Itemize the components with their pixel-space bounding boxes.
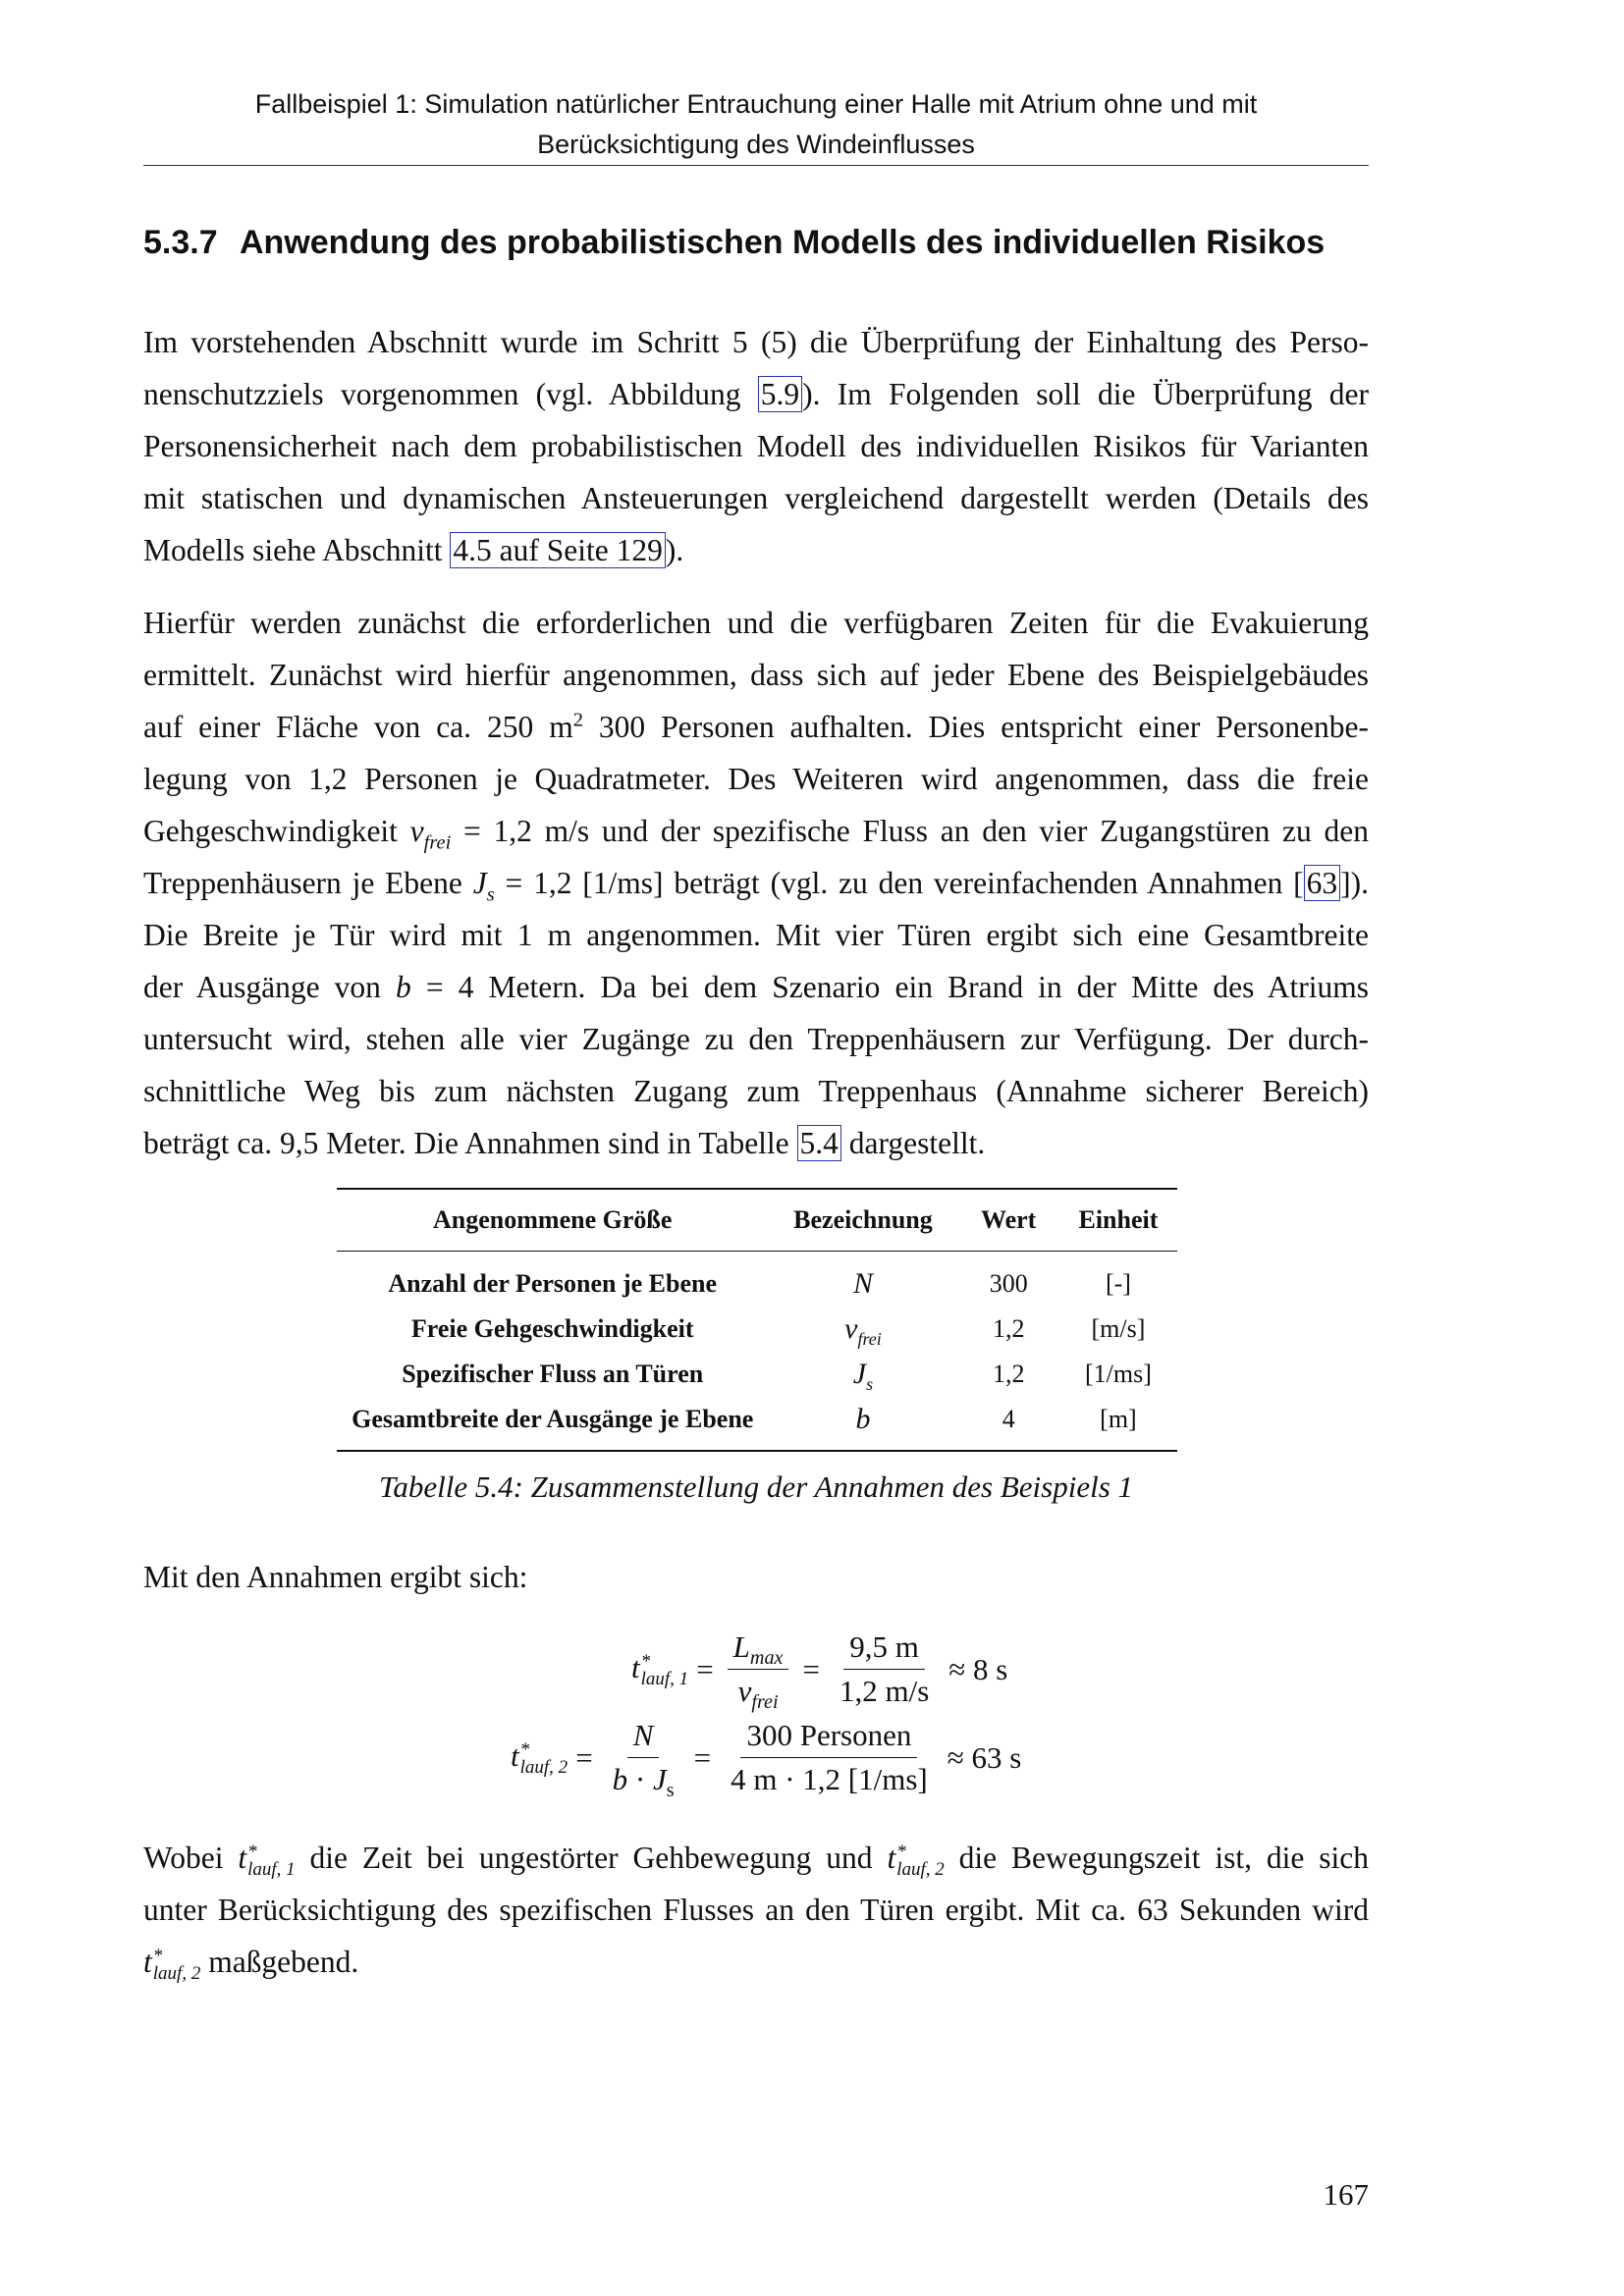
- table-caption: Tabelle 5.4: Zusammenstellung der Annahmen des Beispiels 1: [378, 1469, 1134, 1504]
- table-header-cell: Wert: [957, 1189, 1058, 1252]
- table-cell-value: 4: [957, 1397, 1058, 1451]
- paragraph-line: untersucht wird, stehen alle vier Zugänge zu den Treppenhäusern zur Verfügung. Der durch-: [143, 1022, 1369, 1056]
- fraction-denominator: [732, 1670, 785, 1714]
- math-subscript: lauf, 1: [640, 1668, 689, 1689]
- math-variable: b: [612, 1762, 628, 1796]
- math-subscript: lauf, 2: [896, 1858, 945, 1880]
- page-number: 167: [1323, 2177, 1369, 2212]
- paragraph-line: [143, 1832, 1369, 1884]
- assumptions-table: [337, 1188, 1177, 1452]
- text-run: 300 Personen aufhalten. Dies entspricht einer Personenbe-: [582, 710, 1370, 744]
- text-run: der Ausgänge von: [143, 970, 396, 1004]
- equation-lhs: [511, 1738, 568, 1777]
- math-variable: t: [511, 1738, 519, 1774]
- text-run: = 1,2 [1/ms] beträgt (vgl. zu den vereinfachenden Annahmen [: [494, 866, 1304, 900]
- table-cell-label: Freie Gehgeschwindigkeit: [410, 1314, 694, 1343]
- math-superscript: *: [152, 1945, 163, 1966]
- inline-math: [238, 1841, 296, 1880]
- math-variable: b: [855, 1403, 871, 1435]
- paragraph-line: [143, 1936, 1369, 1988]
- text-run: auf einer Fläche von ca. 250 m: [143, 710, 573, 744]
- paragraph-line: [143, 805, 1369, 857]
- math-subscript: lauf, 2: [152, 1962, 201, 1984]
- running-header-line-1: Fallbeispiel 1: Simulation natürlicher Entrauchung einer Halle mit Atrium ohne und mit: [254, 89, 1258, 119]
- paragraph-line: mit statischen und dynamischen Ansteuerungen vergleichend dargestellt werden (Details des: [143, 481, 1369, 515]
- paragraph-line: legung von 1,2 Personen je Quadratmeter. Des Weiteren wird angenommen, dass die freie: [143, 762, 1369, 796]
- paragraph-line: [143, 1117, 1369, 1169]
- table-row: [337, 1307, 1177, 1352]
- table-cell-symbol: [768, 1397, 957, 1451]
- fraction-numerator: 9,5 m: [843, 1628, 925, 1670]
- math-variable: v: [844, 1312, 858, 1345]
- math-variable: v: [409, 814, 424, 848]
- table-cell-label: Anzahl der Personen je Ebene: [388, 1269, 718, 1298]
- table-row: [337, 1352, 1177, 1397]
- math-subscript: s: [866, 1374, 874, 1394]
- table-cell-unit: [1/ms]: [1085, 1360, 1152, 1388]
- math-variable: t: [887, 1841, 896, 1875]
- text-run: Modells siehe Abschnitt: [143, 533, 451, 567]
- section-number: 5.3.7: [143, 224, 218, 261]
- equation-lhs: [631, 1650, 688, 1688]
- figure-link[interactable]: 5.9: [758, 376, 802, 412]
- header-rule: [143, 165, 1369, 166]
- text-run: ]).: [1340, 866, 1370, 900]
- equation-1: [631, 1628, 1015, 1714]
- paragraph-line: Im vorstehenden Abschnitt wurde im Schritt 5 (5) die Überprüfung der Einhaltung des Perso-: [143, 325, 1369, 359]
- math-subscript: frei: [857, 1329, 882, 1349]
- paragraph-3: [143, 1832, 1369, 1988]
- text-run: beträgt ca. 9,5 Meter. Die Annahmen sind in Tabelle: [143, 1126, 797, 1160]
- paragraph-line: Die Breite je Tür wird mit 1 m angenommen. Mit vier Türen ergibt sich eine Gesamtbreite: [143, 918, 1369, 952]
- equals-sign: =: [802, 1651, 820, 1686]
- table-header-cell: Angenommene Größe: [337, 1189, 768, 1252]
- paragraph-line: schnittliche Weg bis zum nächsten Zugang zum Treppenhaus (Annahme sicherer Bereich): [143, 1074, 1369, 1108]
- table-cell-symbol: [768, 1352, 957, 1397]
- text-run: = 4 Metern. Da bei dem Szenario ein Brand in der Mitte des Atriums: [410, 970, 1370, 1004]
- running-header: [143, 84, 1369, 165]
- text-run: ). Im Folgenden soll die Überprüfung der: [802, 377, 1369, 411]
- math-subscript: max: [749, 1647, 784, 1670]
- equals-sign: =: [575, 1739, 593, 1775]
- table-row: [337, 1397, 1177, 1451]
- fraction-denominator: 4 m · 1,2 [1/ms]: [731, 1762, 928, 1796]
- fraction-denominator: [607, 1758, 680, 1802]
- math-subscript: frei: [751, 1691, 779, 1714]
- citation-link[interactable]: 63: [1304, 865, 1341, 901]
- math-variable: J: [653, 1762, 667, 1796]
- paragraph-line: Mit den Annahmen ergibt sich:: [143, 1560, 528, 1594]
- index-stack: [152, 1945, 201, 1984]
- paragraph-line: Personensicherheit nach dem probabilistischen Modell des individuellen Risikos für Varianten: [143, 429, 1369, 463]
- equation-2: [511, 1716, 1029, 1802]
- math-variable: J: [852, 1358, 867, 1390]
- math-variable: t: [631, 1650, 640, 1685]
- text-run: nenschutzziels vorgenommen (vgl. Abbildung: [143, 377, 758, 411]
- equations-intro: [143, 1551, 1369, 1603]
- index-stack: [640, 1650, 689, 1689]
- math-subscript: lauf, 2: [519, 1756, 568, 1778]
- paragraph-line: [143, 961, 1369, 1013]
- table-cell-unit: [-]: [1105, 1269, 1131, 1298]
- table-cell-value: 300: [989, 1269, 1028, 1298]
- table-header-cell: Einheit: [1059, 1189, 1177, 1252]
- paragraph-line: [143, 368, 1369, 420]
- fraction-numerator: [728, 1628, 789, 1670]
- text-run: die Zeit bei ungestörter Gehbewegung und: [295, 1841, 888, 1875]
- text-run: Wobei: [143, 1841, 239, 1875]
- fraction-numerator: 300 Personen: [740, 1716, 917, 1758]
- fraction: [728, 1628, 789, 1714]
- table-cell-label: Gesamtbreite der Ausgänge je Ebene: [337, 1397, 768, 1451]
- paragraph-line: ermittelt. Zunächst wird hierfür angenommen, dass sich auf jeder Ebene des Beispielgebäudes: [143, 658, 1369, 692]
- table-cell-label: Spezifischer Fluss an Türen: [402, 1360, 704, 1388]
- index-stack: [247, 1843, 296, 1879]
- fraction-numerator: N: [627, 1716, 660, 1758]
- math-variable: J: [472, 866, 487, 900]
- math-variable: t: [143, 1945, 152, 1979]
- table-row: [337, 1252, 1177, 1308]
- equation-result: ≈ 63 s: [947, 1739, 1022, 1775]
- section-title-text: Anwendung des probabilistischen Modells des individuellen Risikos: [240, 224, 1326, 261]
- math-superscript: *: [247, 1841, 257, 1862]
- fraction: [725, 1716, 934, 1799]
- section-link[interactable]: 4.5 auf Seite 129: [450, 532, 665, 568]
- math-subscript: s: [666, 1780, 675, 1802]
- math-variable: N: [852, 1267, 873, 1300]
- assumptions-table-wrapper: [337, 1188, 1177, 1452]
- fraction-denominator: 1,2 m/s: [839, 1674, 930, 1708]
- math-superscript: *: [896, 1841, 906, 1862]
- equals-sign: =: [693, 1739, 712, 1775]
- index-stack: [519, 1738, 568, 1778]
- table-cell-symbol: [768, 1252, 957, 1308]
- equation-result: ≈ 8 s: [948, 1651, 1008, 1686]
- text-run: die Bewegungszeit ist, die sich: [944, 1841, 1369, 1875]
- table-cell-value: 1,2: [992, 1360, 1025, 1388]
- running-header-line-2: Berücksichtigung des Windeinflusses: [537, 130, 975, 159]
- math-subscript: lauf, 1: [247, 1858, 296, 1880]
- math-variable: v: [737, 1674, 752, 1708]
- math-superscript: *: [519, 1738, 530, 1760]
- table-header-row: [337, 1189, 1177, 1252]
- table-link[interactable]: 5.4: [797, 1125, 841, 1161]
- inline-math: [143, 1945, 201, 1984]
- math-subscript: frei: [423, 831, 452, 854]
- math-operator: ·: [627, 1762, 653, 1796]
- inline-math: [887, 1841, 945, 1880]
- paragraph-line: unter Berücksichtigung des spezifischen Flusses an den Türen ergibt. Mit ca. 63 Sekunden wird: [143, 1893, 1369, 1927]
- paragraph-line: [143, 701, 1369, 753]
- table-cell-unit: [m/s]: [1091, 1314, 1146, 1343]
- table-header-cell: Bezeichnung: [768, 1189, 957, 1252]
- fraction: [607, 1716, 680, 1802]
- section-title: [143, 222, 1325, 263]
- superscript: 2: [572, 709, 583, 731]
- table-cell-value: 1,2: [992, 1314, 1025, 1343]
- paragraph-line: Hierfür werden zunächst die erforderlichen und die verfügbaren Zeiten für die Evakuierung: [143, 606, 1369, 640]
- math-variable: L: [732, 1629, 750, 1664]
- text-run: maßgebend.: [200, 1945, 359, 1979]
- text-run: Treppenhäusern je Ebene: [143, 866, 473, 900]
- paragraph-2: [143, 597, 1369, 1169]
- math-superscript: *: [640, 1650, 651, 1672]
- math-subscript: s: [486, 883, 495, 906]
- index-stack: [896, 1843, 945, 1879]
- equals-sign: =: [696, 1651, 714, 1686]
- paragraph-line: [143, 524, 1369, 576]
- math-variable: b: [396, 970, 411, 1004]
- text-run: ).: [665, 533, 684, 567]
- math-variable: t: [238, 1841, 247, 1875]
- text-run: = 1,2 m/s und der spezifische Fluss an den vier Zugangstüren zu den: [451, 814, 1369, 848]
- text-run: Gehgeschwindigkeit: [143, 814, 410, 848]
- text-run: dargestellt.: [840, 1126, 986, 1160]
- paragraph-1: [143, 316, 1369, 576]
- fraction: [834, 1628, 935, 1711]
- table-cell-unit: [m]: [1059, 1397, 1177, 1451]
- table-cell-symbol: [768, 1307, 957, 1352]
- paragraph-line: [143, 857, 1369, 909]
